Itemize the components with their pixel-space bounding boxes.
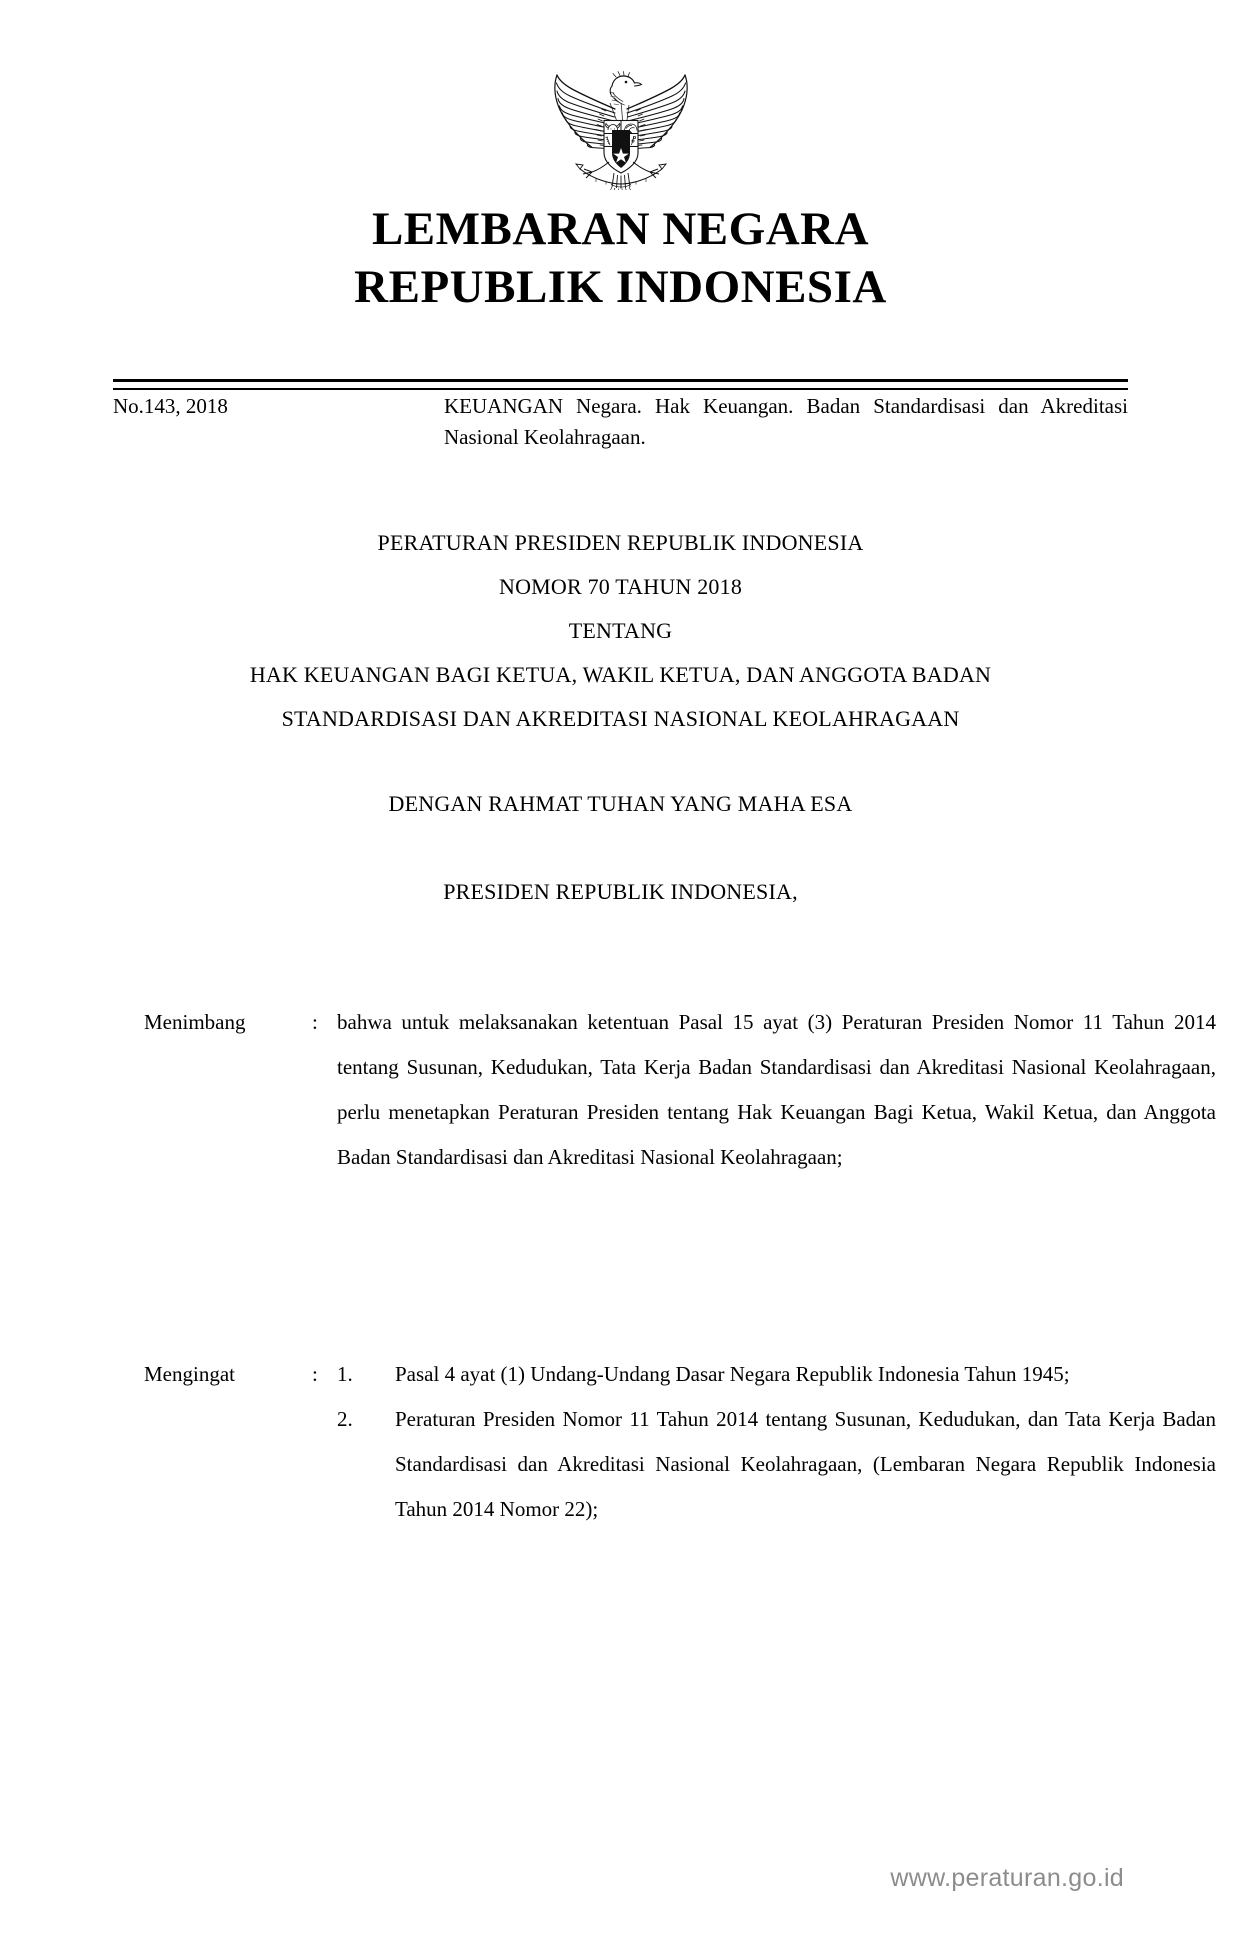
clause-body-menimbang: bahwa untuk melaksanakan ketentuan Pasal 15 ayat (3) Peraturan Presiden Nomor 11 Tahun 2014 tentang Susunan, Kedudukan, Tata Kerja Badan Standardisasi dan Akreditasi Nasional Keolahragaan, perlu menetapkan Peraturan Presiden tentang Hak Keuangan Bagi Ketua, Wakil Ketua, dan Anggota Badan Standardisasi dan Akreditasi Nasional Keolahragaan; <box>337 1010 1216 1169</box>
preamble-authority-line: PRESIDEN REPUBLIK INDONESIA, <box>443 879 798 904</box>
title-line-nomor: NOMOR 70 TAHUN 2018 <box>498 574 743 599</box>
masthead-line-lembaran-negara: LEMBARAN NEGARA <box>371 203 870 255</box>
clause-body-mengingat <box>337 1352 1216 1532</box>
preamble-block <box>0 782 1241 914</box>
clause-menimbang <box>113 1000 1216 1180</box>
title-line-tentang: TENTANG <box>568 618 673 643</box>
title-line-peraturan-presiden: PERATURAN PRESIDEN REPUBLIK INDONESIA <box>377 530 864 555</box>
title-line-subject-1: HAK KEUANGAN BAGI KETUA, WAKIL KETUA, DAN ANGGOTA BADAN <box>249 662 992 687</box>
gazette-number: No.143, 2018 <box>113 394 228 418</box>
list-item-marker: 2. <box>337 1407 353 1431</box>
list-item-text: Pasal 4 ayat (1) Undang-Undang Dasar Negara Republik Indonesia Tahun 1945; <box>395 1362 1070 1386</box>
preamble-spacer <box>0 826 1241 870</box>
garuda-emblem-svg <box>546 55 696 190</box>
title-line-subject-2: STANDARDISASI DAN AKREDITASI NASIONAL KEOLAHRAGAAN <box>281 706 960 731</box>
clause-colon-menimbang: : <box>312 1010 318 1034</box>
list-item <box>337 1397 1216 1532</box>
regulation-title-block <box>0 521 1241 741</box>
masthead-divider-rule <box>113 379 1128 390</box>
list-item-text: Peraturan Presiden Nomor 11 Tahun 2014 tentang Susunan, Kedudukan, dan Tata Kerja Badan Standardisasi dan Akreditasi Nasional Keolahragaan, (Lembaran Negara Republik Indonesia Tahun 2014 Nomor 22); <box>395 1407 1216 1521</box>
list-item <box>337 1352 1216 1397</box>
clause-label-mengingat: Mengingat <box>144 1362 235 1386</box>
list-item-marker: 1. <box>337 1362 353 1386</box>
garuda-pancasila-emblem <box>0 55 1241 190</box>
clause-label-menimbang: Menimbang <box>144 1010 246 1034</box>
clause-colon-mengingat: : <box>312 1362 318 1386</box>
page-footer <box>0 1864 1241 1893</box>
source-url-watermark: www.peraturan.go.id <box>890 1864 1124 1892</box>
preamble-blessing-line: DENGAN RAHMAT TUHAN YANG MAHA ESA <box>388 791 853 816</box>
masthead <box>0 200 1241 316</box>
gazette-subject: KEUANGAN Negara. Hak Keuangan. Badan Standardisasi dan Akreditasi Nasional Keolahragaan. <box>444 394 1128 449</box>
masthead-line-republik-indonesia: REPUBLIK INDONESIA <box>354 261 887 313</box>
clause-mengingat <box>113 1352 1216 1532</box>
